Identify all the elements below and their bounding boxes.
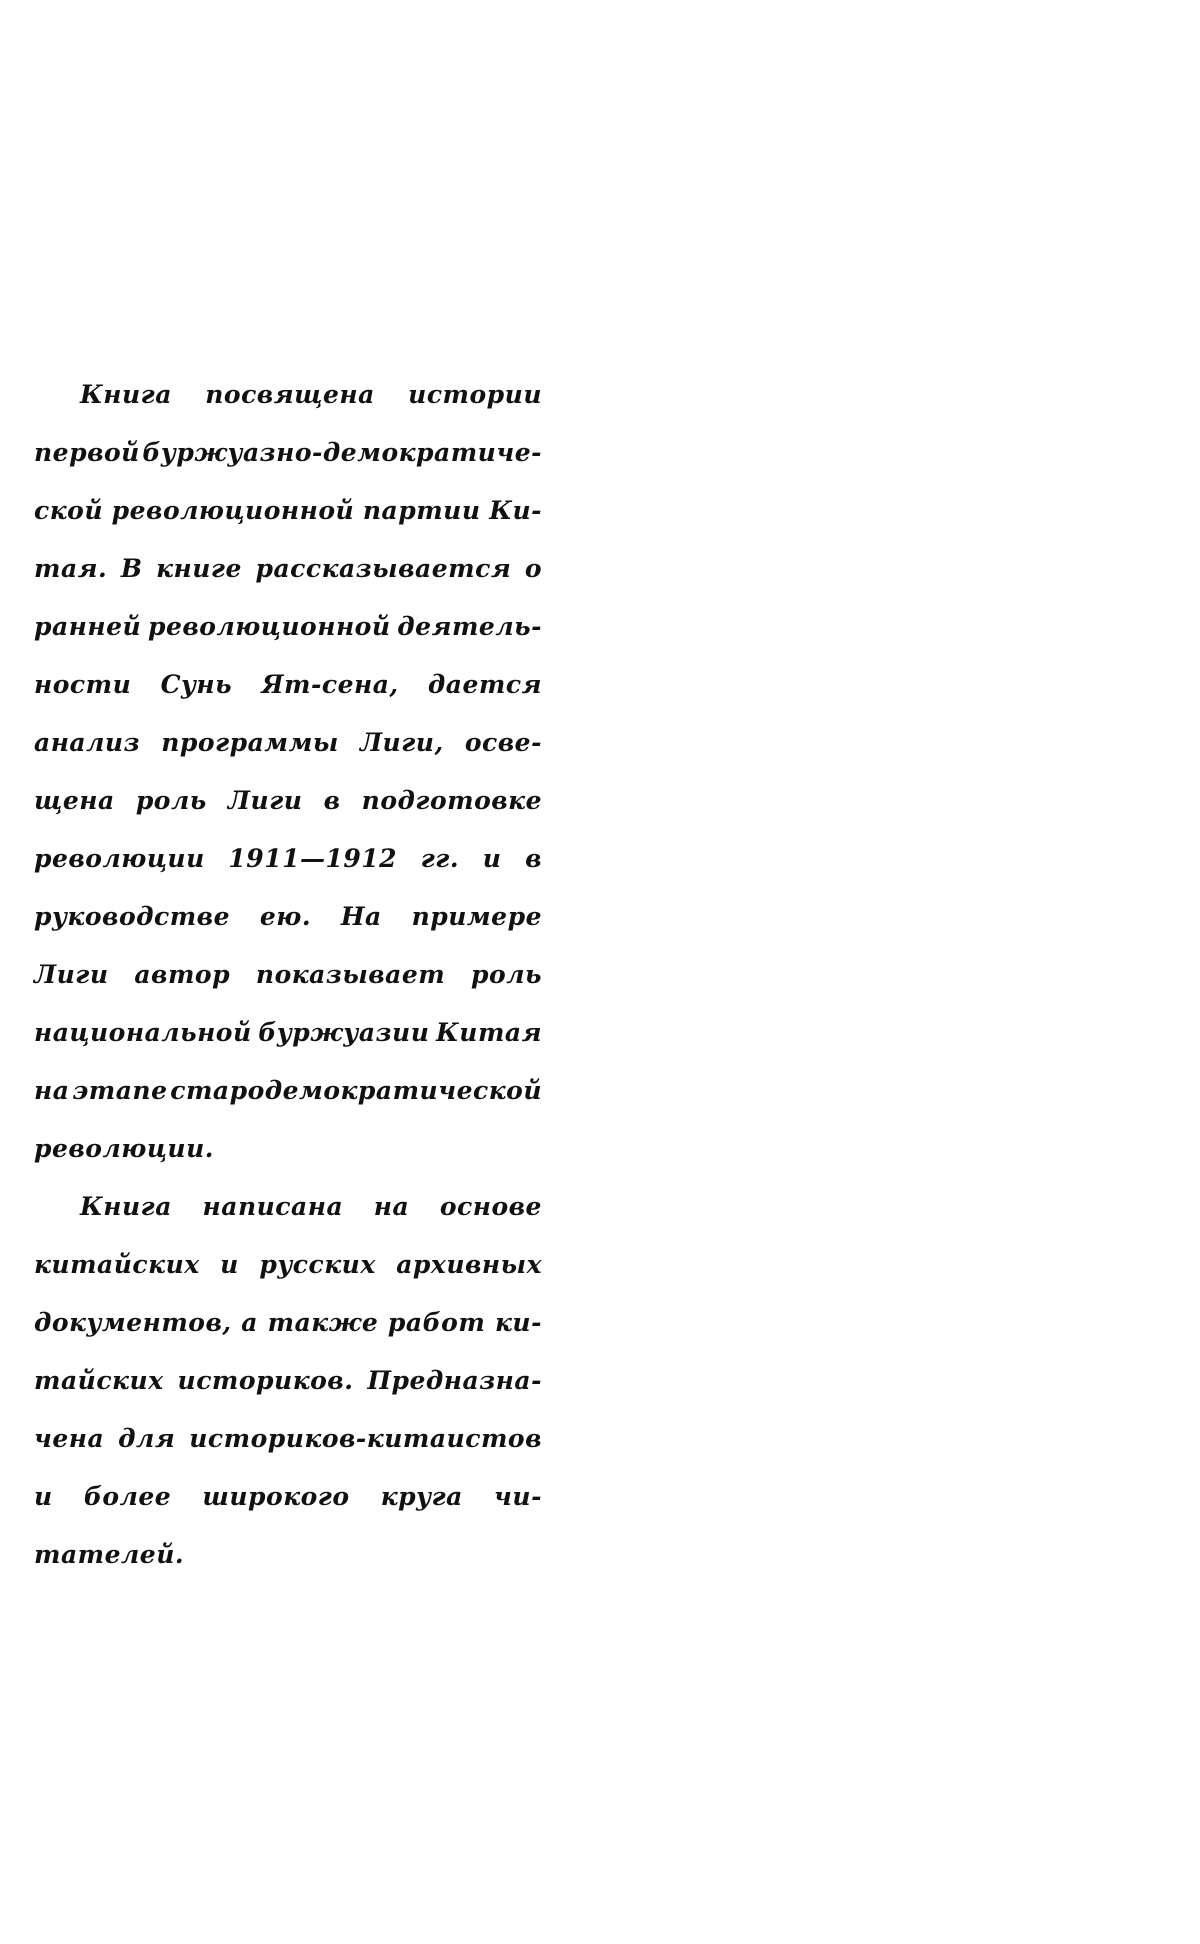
- word: на: [34, 1076, 70, 1105]
- word: Лиги: [227, 786, 303, 815]
- word: ки-: [494, 1308, 542, 1337]
- word: русских: [259, 1250, 376, 1279]
- text-line: [34, 1134, 542, 1192]
- word: этапе: [72, 1076, 168, 1105]
- word: Китая: [436, 1018, 542, 1047]
- word: примере: [411, 902, 542, 931]
- word: щена: [34, 786, 115, 815]
- word: революционной: [111, 496, 355, 525]
- word: показывает: [255, 960, 446, 989]
- word: Ят-сена,: [261, 670, 399, 699]
- text-line: [34, 1308, 542, 1366]
- word: руководстве: [34, 902, 231, 931]
- text-line: [34, 902, 542, 960]
- text-line: [34, 1482, 542, 1540]
- word: буржуазии: [258, 1018, 430, 1047]
- text-line: [34, 380, 542, 438]
- word: широкого: [202, 1482, 350, 1511]
- word: китайских: [34, 1250, 200, 1279]
- word: и: [220, 1250, 239, 1279]
- word: книге: [156, 554, 242, 583]
- text-line: [34, 960, 542, 1018]
- text-line: [34, 496, 542, 554]
- word: осве-: [464, 728, 542, 757]
- text-line: [34, 554, 542, 612]
- word: Сунь: [160, 670, 233, 699]
- word: в: [323, 786, 341, 815]
- word: ранней: [34, 612, 142, 641]
- text-line: [34, 1076, 542, 1134]
- word: работ: [387, 1308, 486, 1337]
- word: роль: [135, 786, 207, 815]
- word: истории: [408, 380, 542, 409]
- word: дается: [427, 670, 542, 699]
- word: историков.: [177, 1366, 354, 1395]
- word: ской: [34, 496, 103, 525]
- word: 1911—1912: [228, 844, 398, 873]
- word: деятель-: [397, 612, 542, 641]
- word: программы: [161, 728, 339, 757]
- text-line: [34, 1250, 542, 1308]
- word: буржуазно-демократиче-: [142, 438, 542, 467]
- word: Книга: [80, 380, 172, 409]
- word: на: [373, 1192, 410, 1221]
- word: тая.: [34, 554, 108, 583]
- word: посвящена: [205, 380, 375, 409]
- word: гг.: [420, 844, 460, 873]
- word: революции: [34, 844, 205, 873]
- word: Лиги,: [359, 728, 444, 757]
- word: первой: [34, 438, 140, 467]
- word: рассказывается: [255, 554, 512, 583]
- text-line: [34, 1540, 542, 1598]
- word: для: [118, 1424, 176, 1453]
- word: чена: [34, 1424, 105, 1453]
- text-line: [34, 612, 542, 670]
- text-line: [34, 1424, 542, 1482]
- word: чи-: [494, 1482, 542, 1511]
- word: тайских: [34, 1366, 164, 1395]
- text-line: [34, 728, 542, 786]
- word: На: [340, 902, 382, 931]
- word: более: [83, 1482, 172, 1511]
- word: национальной: [34, 1018, 252, 1047]
- text-line: [34, 844, 542, 902]
- word: автор: [134, 960, 231, 989]
- word: Лиги: [34, 960, 109, 989]
- word: в: [525, 844, 542, 873]
- word: ности: [34, 670, 132, 699]
- text-line: [34, 1366, 542, 1424]
- word: Книга: [80, 1192, 172, 1221]
- word: историков-китаистов: [189, 1424, 542, 1453]
- word: Предназна-: [367, 1366, 542, 1395]
- word: стародемократической: [170, 1076, 542, 1105]
- word: партии: [362, 496, 481, 525]
- word: ею.: [259, 902, 312, 931]
- word: тателей.: [34, 1540, 185, 1569]
- word: написана: [202, 1192, 344, 1221]
- text-line: [34, 1018, 542, 1076]
- text-line: [34, 670, 542, 728]
- word: основе: [439, 1192, 542, 1221]
- word: документов,: [34, 1308, 232, 1337]
- word: роль: [471, 960, 542, 989]
- word: и: [34, 1482, 53, 1511]
- word: революционной: [147, 612, 391, 641]
- word: круга: [380, 1482, 463, 1511]
- word: о: [524, 554, 542, 583]
- word: подготовке: [361, 786, 542, 815]
- text-line: [34, 438, 542, 496]
- text-line: [34, 1192, 542, 1250]
- annotation-text: [34, 380, 542, 1598]
- word: В: [120, 554, 143, 583]
- word: анализ: [34, 728, 141, 757]
- word: революции.: [34, 1134, 214, 1163]
- word: архивных: [396, 1250, 542, 1279]
- word: также: [267, 1308, 379, 1337]
- word: и: [482, 844, 502, 873]
- word: Ки-: [489, 496, 542, 525]
- word: а: [241, 1308, 258, 1337]
- text-line: [34, 786, 542, 844]
